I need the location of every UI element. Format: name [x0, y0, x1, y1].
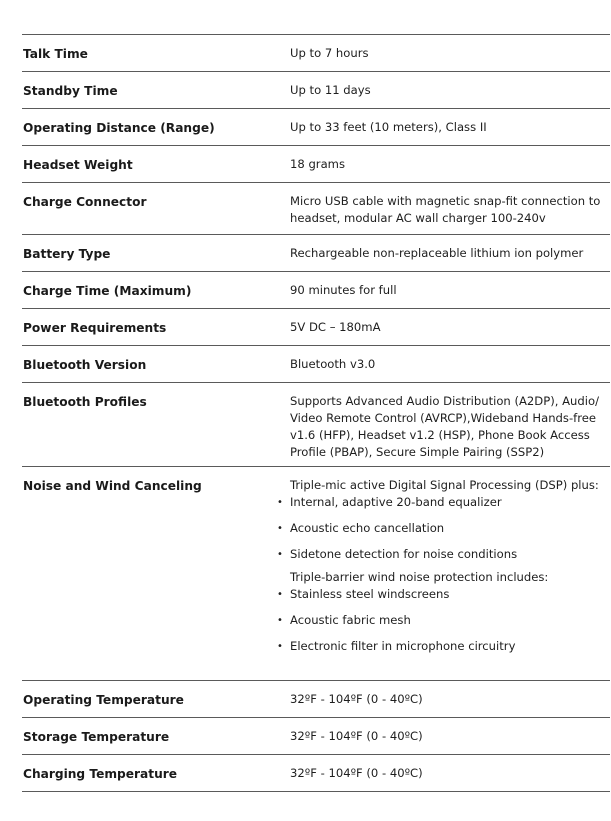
spec-label: Storage Temperature [23, 730, 170, 744]
spec-row-bluetooth-profiles [22, 383, 610, 467]
spec-label: Standby Time [23, 84, 118, 98]
spec-label: Battery Type [23, 247, 111, 261]
spec-value: 32ºF - 104ºF (0 - 40ºC) [290, 766, 423, 780]
spec-row-storage-temperature [22, 718, 610, 755]
bullet-icon: • [277, 523, 283, 534]
list-item-text: Internal, adaptive 20-band equalizer [290, 495, 502, 509]
list-item-text: Sidetone detection for noise conditions [290, 547, 518, 561]
spec-value: Rechargeable non-replaceable lithium ion polymer [290, 246, 584, 260]
list-item [277, 612, 606, 629]
spec-label: Charging Temperature [23, 767, 178, 781]
bullet-icon: • [277, 497, 283, 508]
list-item [277, 494, 606, 511]
spec-row-talk-time [22, 35, 610, 72]
spec-value: 90 minutes for full [290, 283, 397, 297]
list-item [277, 546, 606, 563]
spec-label: Noise and Wind Canceling [23, 479, 202, 493]
spec-value: Up to 33 feet (10 meters), Class II [290, 120, 487, 134]
spec-row-bluetooth-version [22, 346, 610, 383]
dsp-intro: Triple-mic active Digital Signal Processing (DSP) plus: [290, 478, 599, 492]
spec-value: Up to 7 hours [290, 46, 369, 60]
spec-row-charge-time [22, 272, 610, 309]
spec-row-operating-distance [22, 109, 610, 146]
bullet-icon: • [277, 615, 283, 626]
spec-row-headset-weight [22, 146, 610, 183]
spec-value: Supports Advanced Audio Distribution (A2DP), Audio/ Video Remote Control (AVRCP),Wideband Hands-free v1.6 (HFP), Headset v1.2 (HSP), Phone Book Access Profile (PBAP), Secure Simple Pairing (SSP2) [290, 394, 599, 459]
spec-label: Power Requirements [23, 321, 167, 335]
spec-value: 32ºF - 104ºF (0 - 40ºC) [290, 692, 423, 706]
spec-value: Bluetooth v3.0 [290, 357, 376, 371]
spec-label: Operating Temperature [23, 693, 184, 707]
spec-value: 32ºF - 104ºF (0 - 40ºC) [290, 729, 423, 743]
list-item-text: Stainless steel windscreens [290, 587, 450, 601]
spec-row-power-requirements [22, 309, 610, 346]
spec-label: Bluetooth Profiles [23, 395, 147, 409]
spec-table [22, 34, 610, 792]
list-item [277, 638, 606, 655]
list-item [277, 586, 606, 603]
dsp-feature-list [277, 494, 606, 563]
wind-feature-list [277, 586, 606, 655]
spec-value: 5V DC – 180mA [290, 320, 381, 334]
list-item-text: Electronic filter in microphone circuitry [290, 639, 516, 653]
spec-label: Headset Weight [23, 158, 133, 172]
spec-label: Charge Time (Maximum) [23, 284, 192, 298]
noise-details [277, 467, 610, 680]
spec-row-charge-connector [22, 183, 610, 235]
spec-label: Charge Connector [23, 195, 147, 209]
bullet-icon: • [277, 549, 283, 560]
list-item [277, 520, 606, 537]
spec-label: Operating Distance (Range) [23, 121, 215, 135]
spec-label: Talk Time [23, 47, 88, 61]
spec-value: 18 grams [290, 157, 346, 171]
spec-row-charging-temperature [22, 755, 610, 792]
bullet-icon: • [277, 589, 283, 600]
list-item-text: Acoustic echo cancellation [290, 521, 445, 535]
spec-label: Bluetooth Version [23, 358, 147, 372]
spec-value: Micro USB cable with magnetic snap-fit connection to headset, modular AC wall charger 100-240v [290, 194, 601, 225]
spec-row-standby-time [22, 72, 610, 109]
spec-row-noise-wind-canceling [22, 467, 610, 681]
spec-row-operating-temperature [22, 681, 610, 718]
wind-intro: Triple-barrier wind noise protection includes: [290, 570, 549, 584]
spec-row-battery-type [22, 235, 610, 272]
bullet-icon: • [277, 641, 283, 652]
spec-value: Up to 11 days [290, 83, 371, 97]
list-item-text: Acoustic fabric mesh [290, 613, 411, 627]
